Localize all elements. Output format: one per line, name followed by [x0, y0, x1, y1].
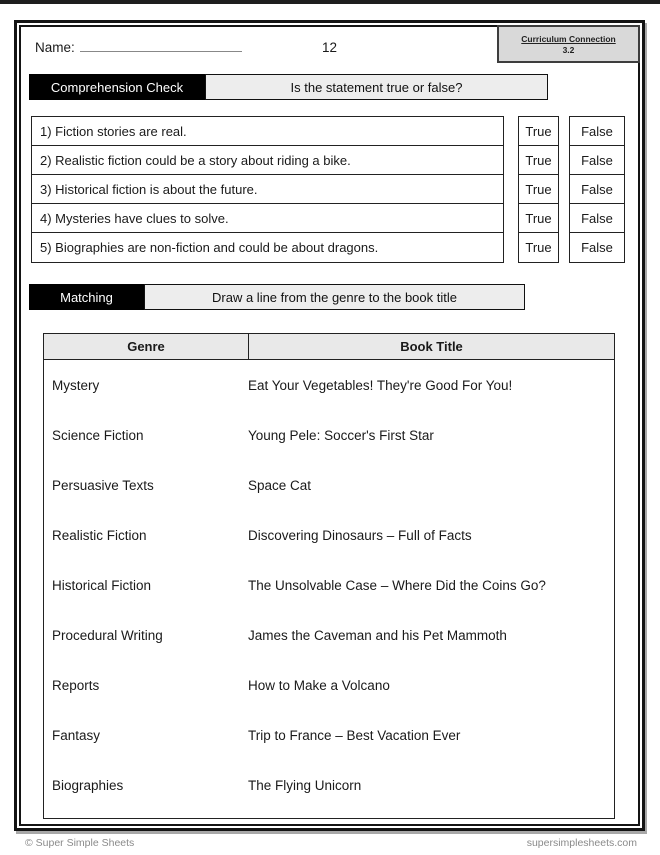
- matching-row: [44, 360, 614, 410]
- screen-top-edge: [0, 0, 660, 4]
- curriculum-connection-title: Curriculum Connection: [521, 33, 616, 44]
- match-genre-item[interactable]: Historical Fiction: [52, 577, 152, 593]
- name-label: Name:: [35, 40, 75, 55]
- matching-row: [44, 560, 614, 610]
- match-book-title-item[interactable]: James the Caveman and his Pet Mammoth: [248, 627, 507, 643]
- match-book-title-item[interactable]: How to Make a Volcano: [248, 677, 390, 693]
- copyright-text: © Super Simple Sheets: [25, 837, 135, 849]
- genre-column-header: Genre: [44, 334, 249, 359]
- matching-row: [44, 660, 614, 710]
- match-book-title-item[interactable]: Space Cat: [248, 477, 312, 493]
- tf-statement-cell: 5) Biographies are non-fiction and could be about dragons.: [32, 233, 503, 262]
- tf-false-cell[interactable]: False: [570, 117, 624, 146]
- tf-statement-cell: 3) Historical fiction is about the future.: [32, 175, 503, 204]
- match-genre-item[interactable]: Procedural Writing: [52, 627, 163, 643]
- tf-false-cell[interactable]: False: [570, 146, 624, 175]
- matching-row: [44, 460, 614, 510]
- curriculum-connection-code: 3.2: [562, 44, 575, 55]
- matching-section-header: [29, 284, 525, 310]
- match-genre-item[interactable]: Biographies: [52, 777, 124, 793]
- matching-row: [44, 410, 614, 460]
- match-genre-item[interactable]: Reports: [52, 677, 100, 693]
- tf-false-cell[interactable]: False: [570, 175, 624, 204]
- matching-table: [43, 333, 615, 819]
- tf-statements-column: [31, 116, 504, 263]
- matching-row: [44, 510, 614, 560]
- match-genre-item[interactable]: Persuasive Texts: [52, 477, 154, 493]
- tf-true-cell[interactable]: True: [519, 175, 558, 204]
- page-footer: [25, 837, 637, 849]
- comprehension-section-header: [29, 74, 548, 100]
- true-false-table: [31, 116, 625, 263]
- tf-false-cell[interactable]: False: [570, 233, 624, 262]
- worksheet-page: [14, 20, 645, 831]
- website-text: supersimplesheets.com: [526, 837, 637, 849]
- tf-false-column: [569, 116, 625, 263]
- tf-false-cell[interactable]: False: [570, 204, 624, 233]
- match-book-title-item[interactable]: Eat Your Vegetables! They're Good For You!: [248, 377, 513, 393]
- matching-row: [44, 710, 614, 760]
- matching-table-header: [44, 334, 614, 360]
- match-genre-item[interactable]: Mystery: [52, 377, 100, 393]
- match-book-title-item[interactable]: The Unsolvable Case – Where Did the Coins Go?: [248, 577, 546, 593]
- match-book-title-item[interactable]: Discovering Dinosaurs – Full of Facts: [248, 527, 472, 543]
- tf-true-cell[interactable]: True: [519, 146, 558, 175]
- comprehension-instruction: Is the statement true or false?: [205, 74, 548, 100]
- matching-instruction: Draw a line from the genre to the book title: [144, 284, 525, 310]
- match-genre-item[interactable]: Science Fiction: [52, 427, 144, 443]
- match-genre-item[interactable]: Realistic Fiction: [52, 527, 147, 543]
- tf-true-cell[interactable]: True: [519, 233, 558, 262]
- matching-section-label: Matching: [29, 284, 144, 310]
- matching-table-body: [44, 360, 614, 817]
- tf-statement-cell: 1) Fiction stories are real.: [32, 117, 503, 146]
- comprehension-section-label: Comprehension Check: [29, 74, 205, 100]
- match-book-title-item[interactable]: Young Pele: Soccer's First Star: [248, 427, 434, 443]
- tf-true-cell[interactable]: True: [519, 204, 558, 233]
- page-number: 12: [321, 40, 338, 55]
- matching-row: [44, 760, 614, 810]
- match-genre-item[interactable]: Fantasy: [52, 727, 101, 743]
- matching-row: [44, 610, 614, 660]
- match-book-title-item[interactable]: Trip to France – Best Vacation Ever: [248, 727, 461, 743]
- tf-statement-cell: 2) Realistic fiction could be a story about riding a bike.: [32, 146, 503, 175]
- tf-true-column: [518, 116, 559, 263]
- book-title-column-header: Book Title: [400, 339, 463, 354]
- tf-statement-cell: 4) Mysteries have clues to solve.: [32, 204, 503, 233]
- match-book-title-item[interactable]: The Flying Unicorn: [248, 777, 362, 793]
- curriculum-connection-box: [497, 25, 640, 63]
- tf-true-cell[interactable]: True: [519, 117, 558, 146]
- worksheet-page-inner-border: [19, 25, 640, 826]
